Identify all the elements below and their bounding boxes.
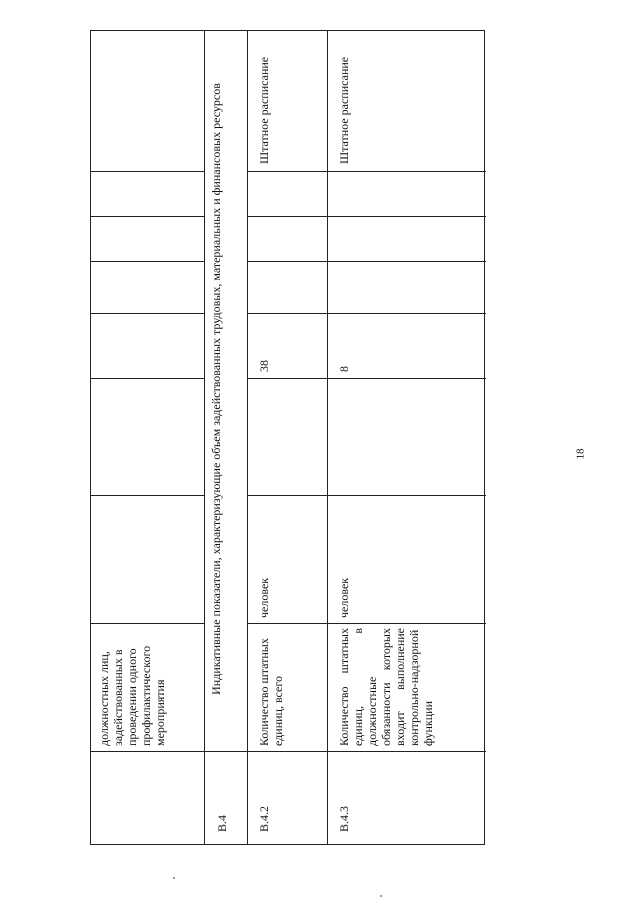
column-separator [247,171,486,172]
scan-speck [173,877,175,879]
column-separator [91,378,204,379]
column-separator [247,261,486,262]
section-title: Индикативные показатели, характеризующие объем задействованных трудовых, материальных и финансовых ресурсов [209,83,223,695]
row-separator [327,31,328,844]
unit-of-measure: человек [257,577,271,618]
data-source: Штатное расписание [257,56,271,164]
column-separator [247,623,486,624]
column-separator [91,261,204,262]
unit-of-measure: человек [337,577,351,618]
indicator-name: Количество штатных единиц, в должностные обязанности которых входит выполнение контрольно-надзорной функции [337,628,435,746]
data-source: Штатное расписание [337,56,351,164]
scan-speck [380,895,382,897]
column-separator [91,623,204,624]
indicator-code: В.4.2 [257,805,271,832]
column-separator [247,216,486,217]
column-separator [247,313,486,314]
column-separator [91,171,204,172]
rotated-table [90,30,485,845]
indicator-table [90,30,485,845]
column-separator [247,495,486,496]
column-separator [247,378,486,379]
row-separator [204,31,205,844]
section-code: В.4 [215,814,229,832]
indicator-value: 8 [337,366,351,372]
row-separator [247,31,248,844]
page-number: 18 [574,448,587,460]
column-separator [91,751,486,752]
indicator-name: Количество штатных единиц, всего [257,638,285,746]
column-separator [91,495,204,496]
indicator-value: 38 [257,360,271,372]
indicator-code: В.4.3 [337,805,351,832]
indicator-name: должностных лиц, задействованных в проведении одного профилактического мероприятия [97,645,167,746]
column-separator [91,313,204,314]
column-separator [91,216,204,217]
